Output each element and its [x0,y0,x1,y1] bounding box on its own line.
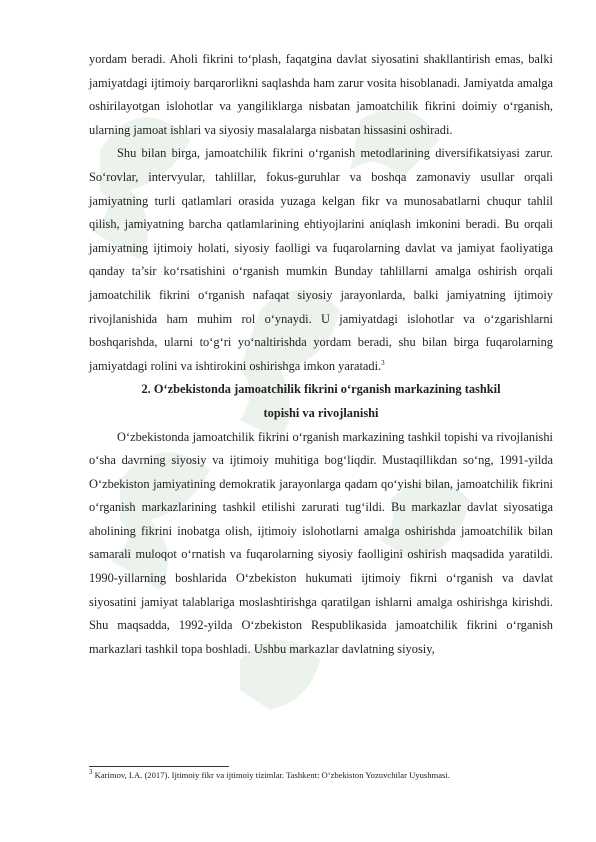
paragraph-1: yordam beradi. Aholi fikrini to‘plash, faqatgina davlat siyosatini shakllantirish emas, balki jamiyatdagi ijtimoiy barqarorlikni saqlashda ham zarur vosita hisoblanadi. Jamiyatda amalga oshirilayotgan islohotlar va yangiliklarga nisbatan jamoatchilik fikrini doimiy o‘rganish, ularning jamoat ishlari va siyosiy masalalarga nisbatan hissasini oshiradi. [89,52,553,137]
footnote-number: 3 [89,768,93,777]
body-text [89,48,553,661]
paragraph-2 [89,142,553,378]
footnote-ref: 3 [381,358,385,367]
paragraph-2-text: Shu bilan birga, jamoatchilik fikrini o‘rganish metodlarining diversifikatsiyasi zarur. So‘rovlar, intervyular, tahlillar, fokus-guruhlar va boshqa zamonaviy usullar orqali jamiyatning turli qatlamlari orasida yuzaga kelgan fikr va munosabatlarni chuqur tahlil qilish, jamiyatning barcha qatlamlarining ehtiyojlarini aniqlash imkonini beradi. Bu orqali jamiyatning ijtimoiy holati, siyosiy faolligi va fuqarolarning davlat va jamiyat faoliyatiga qanday ta’sir ko‘rsatishini o‘rganish mumkin Bunday tahlillarni amalga oshirish orqali jamoatchilik fikrini o‘rganish nafaqat siyosiy jarayonlarda, balki jamiyatning ijtimoiy rivojlanishida ham muhim rol o‘ynaydi. U jamiyatdagi islohotlar va o‘zgarishlarni boshqarishda, ularni to‘g‘ri yo‘naltirishda yordam beradi, shu bilan birga fuqarolarning jamiyatdagi rolini va ishtirokini oshirishga imkon yaratadi. [89,146,553,373]
footnote-divider [89,766,229,767]
paragraph-3: O‘zbekistonda jamoatchilik fikrini o‘rganish markazining tashkil topishi va rivojlanishi o‘sha davrning siyosiy va ijtimoiy muhitiga bog‘liqdir. Mustaqillikdan so‘ng, 1991-yilda O‘zbekiston jamiyatining demokratik jarayonlarga qadam qo‘yishi bilan, jamoatchilik fikrini o‘rganish markazlarining tashkil etilishi zarurati tug‘ildi. Bu markazlar davlat siyosatiga aholining fikrini inobatga olish, ijtimoiy islohotlarni amalga oshirishda jamoatchilik bilan samarali muloqot o‘rnatish va fuqarolarning siyosiy faolligini oshirish maqsadida yaratildi. 1990-yillarning boshlarida O‘zbekiston hukumati ijtimoiy fikrni o‘rganish va davlat siyosatini jamiyat talablariga moslashtirishga qaratilgan ishlarni amalga oshirishga kirishdi. Shu maqsadda, 1992-yilda O‘zbekiston Respublikasida jamoatchilik fikrini o‘rganish markazlari tashkil topa boshladi. Ushbu markazlar davlatning siyosiy, [89,429,553,656]
section-heading-line-2: topishi va rivojlanishi [263,405,379,420]
section-heading-line-1: 2. O‘zbekistonda jamoatchilik fikrini o‘rganish markazining tashkil [141,382,501,397]
footnote [89,769,559,781]
footnote-text: Karimov, I.A. (2017). Ijtimoiy fikr va ijtimoiy tizimlar. Tashkent: O‘zbekiston Yozuvchilar Uyushmasi. [92,770,450,780]
